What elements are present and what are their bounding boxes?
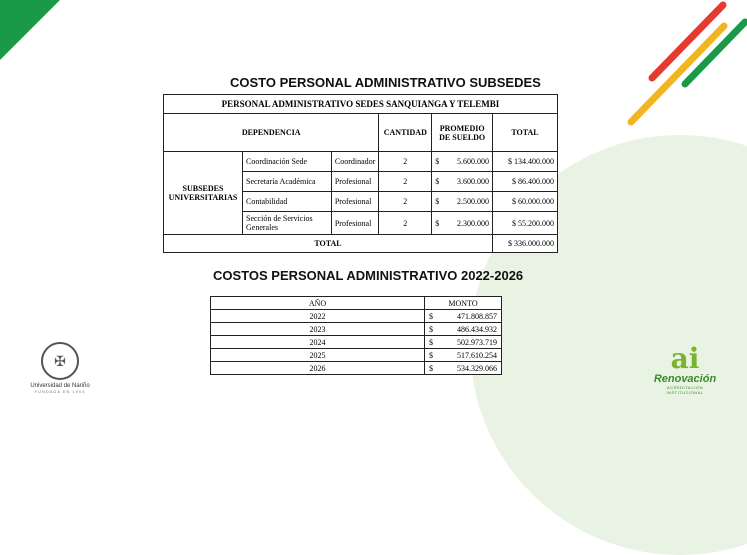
ai-logo-subtitle: ACREDITACIÓN INSTITUCIONAL xyxy=(666,385,704,395)
header-cantidad: CANTIDAD xyxy=(379,114,432,152)
cargo-cell: Profesional xyxy=(331,192,378,212)
yearly-cost-table xyxy=(210,296,502,375)
table-row xyxy=(211,310,502,323)
table-row xyxy=(211,323,502,336)
university-name: Universidad de Nariño xyxy=(30,383,90,389)
dependencia-cell: Sección de Servicios Generales xyxy=(243,212,332,235)
header-monto: MONTO xyxy=(425,297,502,310)
currency-symbol: $ xyxy=(425,349,448,362)
monto-cell: 486.434.932 xyxy=(447,323,502,336)
header-anio: AÑO xyxy=(211,297,425,310)
dependencia-cell: Coordinación Sede xyxy=(243,152,332,172)
cantidad-cell: 2 xyxy=(379,152,432,172)
sueldo-cell: 2.300.000 xyxy=(445,212,493,235)
currency-symbol: $ xyxy=(425,323,448,336)
monto-cell: 471.808.857 xyxy=(447,310,502,323)
stripes-decoration xyxy=(620,0,747,135)
total-cell: $ 134.400.000 xyxy=(493,152,558,172)
total-cell: $ 55.200.000 xyxy=(493,212,558,235)
monto-cell: 534.329.066 xyxy=(447,362,502,375)
anio-cell: 2025 xyxy=(211,349,425,362)
table-banner: PERSONAL ADMINISTRATIVO SEDES SANQUIANGA Y TELEMBI xyxy=(164,95,558,114)
cantidad-cell: 2 xyxy=(379,212,432,235)
cantidad-cell: 2 xyxy=(379,172,432,192)
university-subtitle: FUNDADA EN 1904 xyxy=(34,389,86,394)
dependencia-cell: Contabilidad xyxy=(243,192,332,212)
corner-triangle-decoration xyxy=(0,0,60,60)
table-row xyxy=(211,349,502,362)
anio-cell: 2022 xyxy=(211,310,425,323)
currency-symbol: $ xyxy=(432,172,445,192)
currency-symbol: $ xyxy=(425,310,448,323)
university-seal-icon: ✠ xyxy=(41,342,79,380)
currency-symbol: $ xyxy=(432,192,445,212)
table-row xyxy=(164,152,558,172)
subsedes-cost-title: COSTO PERSONAL ADMINISTRATIVO SUBSEDES xyxy=(230,75,541,90)
cargo-cell: Profesional xyxy=(331,172,378,192)
currency-symbol: $ xyxy=(432,152,445,172)
anio-cell: 2023 xyxy=(211,323,425,336)
header-total: TOTAL xyxy=(493,114,558,152)
cargo-cell: Profesional xyxy=(331,212,378,235)
cantidad-cell: 2 xyxy=(379,192,432,212)
university-logo xyxy=(30,342,90,394)
sueldo-cell: 2.500.000 xyxy=(445,192,493,212)
ai-logo-mark: ai xyxy=(670,342,700,375)
anio-cell: 2026 xyxy=(211,362,425,375)
total-label: TOTAL xyxy=(164,235,493,253)
dependencia-cell: Secretaría Académica xyxy=(243,172,332,192)
header-dependencia: DEPENDENCIA xyxy=(164,114,379,152)
monto-cell: 517.610.254 xyxy=(447,349,502,362)
group-label: SUBSEDES UNIVERSITARIAS xyxy=(164,152,243,235)
total-cell: $ 60.000.000 xyxy=(493,192,558,212)
total-cell: $ 86.400.000 xyxy=(493,172,558,192)
table-row xyxy=(211,336,502,349)
currency-symbol: $ xyxy=(425,336,448,349)
accreditation-logo xyxy=(650,342,720,395)
anio-cell: 2024 xyxy=(211,336,425,349)
header-promedio: PROMEDIO DE SUELDO xyxy=(432,114,493,152)
total-row xyxy=(164,235,558,253)
ai-logo-name: Renovación xyxy=(653,373,717,385)
currency-symbol: $ xyxy=(425,362,448,375)
cargo-cell: Coordinador xyxy=(331,152,378,172)
currency-symbol: $ xyxy=(432,212,445,235)
table-row xyxy=(211,362,502,375)
total-value: $ 336.000.000 xyxy=(493,235,558,253)
monto-cell: 502.973.719 xyxy=(447,336,502,349)
yearly-cost-title: COSTOS PERSONAL ADMINISTRATIVO 2022-2026 xyxy=(213,268,524,283)
sueldo-cell: 5.600.000 xyxy=(445,152,493,172)
sueldo-cell: 3.600.000 xyxy=(445,172,493,192)
subsedes-cost-table xyxy=(163,94,558,253)
